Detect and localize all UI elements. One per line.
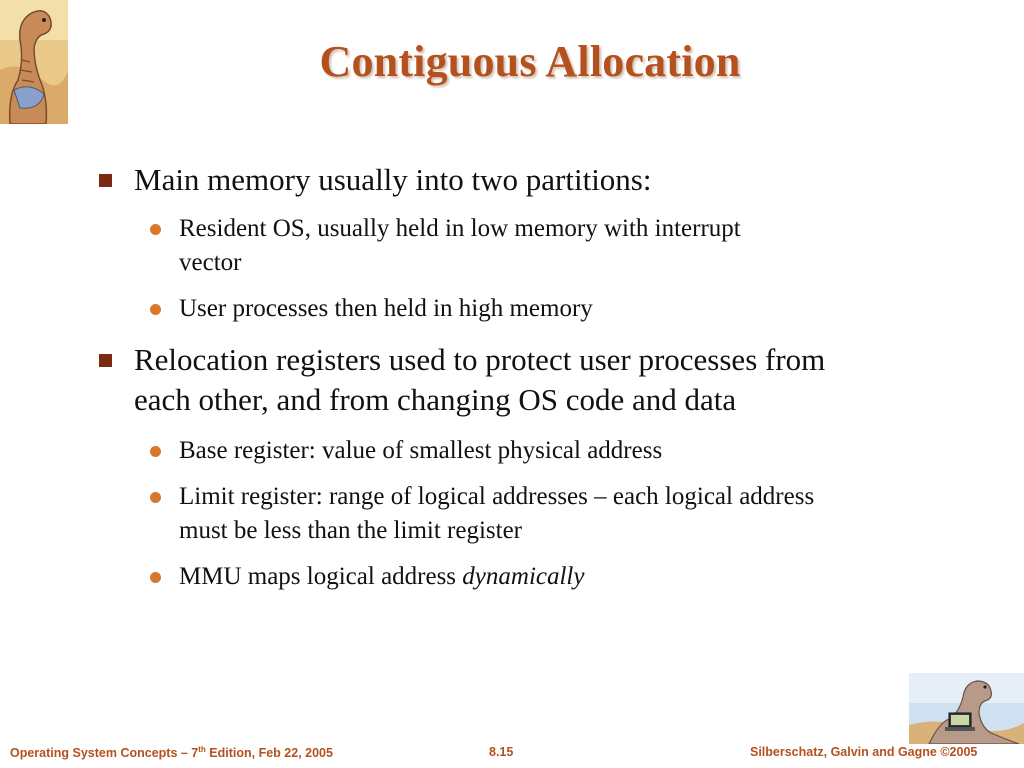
slide-body bbox=[95, 160, 855, 594]
dot-bullet-icon bbox=[150, 224, 161, 235]
footer-book-title bbox=[10, 745, 333, 760]
dot-bullet-icon bbox=[150, 446, 161, 457]
sub-bullet-text: Base register: value of smallest physical address bbox=[179, 437, 663, 464]
dinosaur-with-laptop-image bbox=[909, 673, 1024, 744]
square-bullet-icon bbox=[99, 174, 112, 187]
footer-title-sup: th bbox=[198, 745, 206, 754]
bullet-text: Relocation registers used to protect user processes from each other, and from changing OS code and data bbox=[134, 342, 826, 417]
bullet-item bbox=[95, 160, 855, 200]
dot-bullet-icon bbox=[150, 572, 161, 583]
sub-bullet-text: Resident OS, usually held in low memory with interrupt vector bbox=[179, 215, 741, 276]
emphasis-text: dynamically bbox=[462, 563, 585, 590]
dinosaur-mascot-image bbox=[0, 0, 68, 124]
sub-bullet-text: MMU maps logical address bbox=[179, 563, 463, 590]
footer-authors: Silberschatz, Galvin and Gagne ©2005 bbox=[750, 745, 978, 759]
dot-bullet-icon bbox=[150, 492, 161, 503]
sub-bullet-item bbox=[95, 212, 855, 280]
sub-bullet-item bbox=[95, 434, 855, 468]
bullet-item bbox=[95, 340, 855, 420]
footer-title-suffix: Edition, Feb 22, 2005 bbox=[205, 746, 333, 761]
slide-title: Contiguous Allocation bbox=[319, 37, 741, 86]
sub-bullet-item bbox=[95, 480, 855, 548]
square-bullet-icon bbox=[99, 354, 112, 367]
dot-bullet-icon bbox=[150, 304, 161, 315]
sub-bullet-item bbox=[95, 292, 855, 326]
footer-slide-number: 8.15 bbox=[489, 745, 514, 759]
sub-bullet-text: Limit register: range of logical addresses – each logical address must be less than the limit register bbox=[179, 483, 815, 544]
footer-title-prefix: Operating System Concepts – 7 bbox=[10, 746, 199, 761]
sub-bullet-text: User processes then held in high memory bbox=[179, 295, 593, 322]
bullet-text: Main memory usually into two partitions: bbox=[134, 162, 652, 197]
sub-bullet-item bbox=[95, 560, 855, 594]
